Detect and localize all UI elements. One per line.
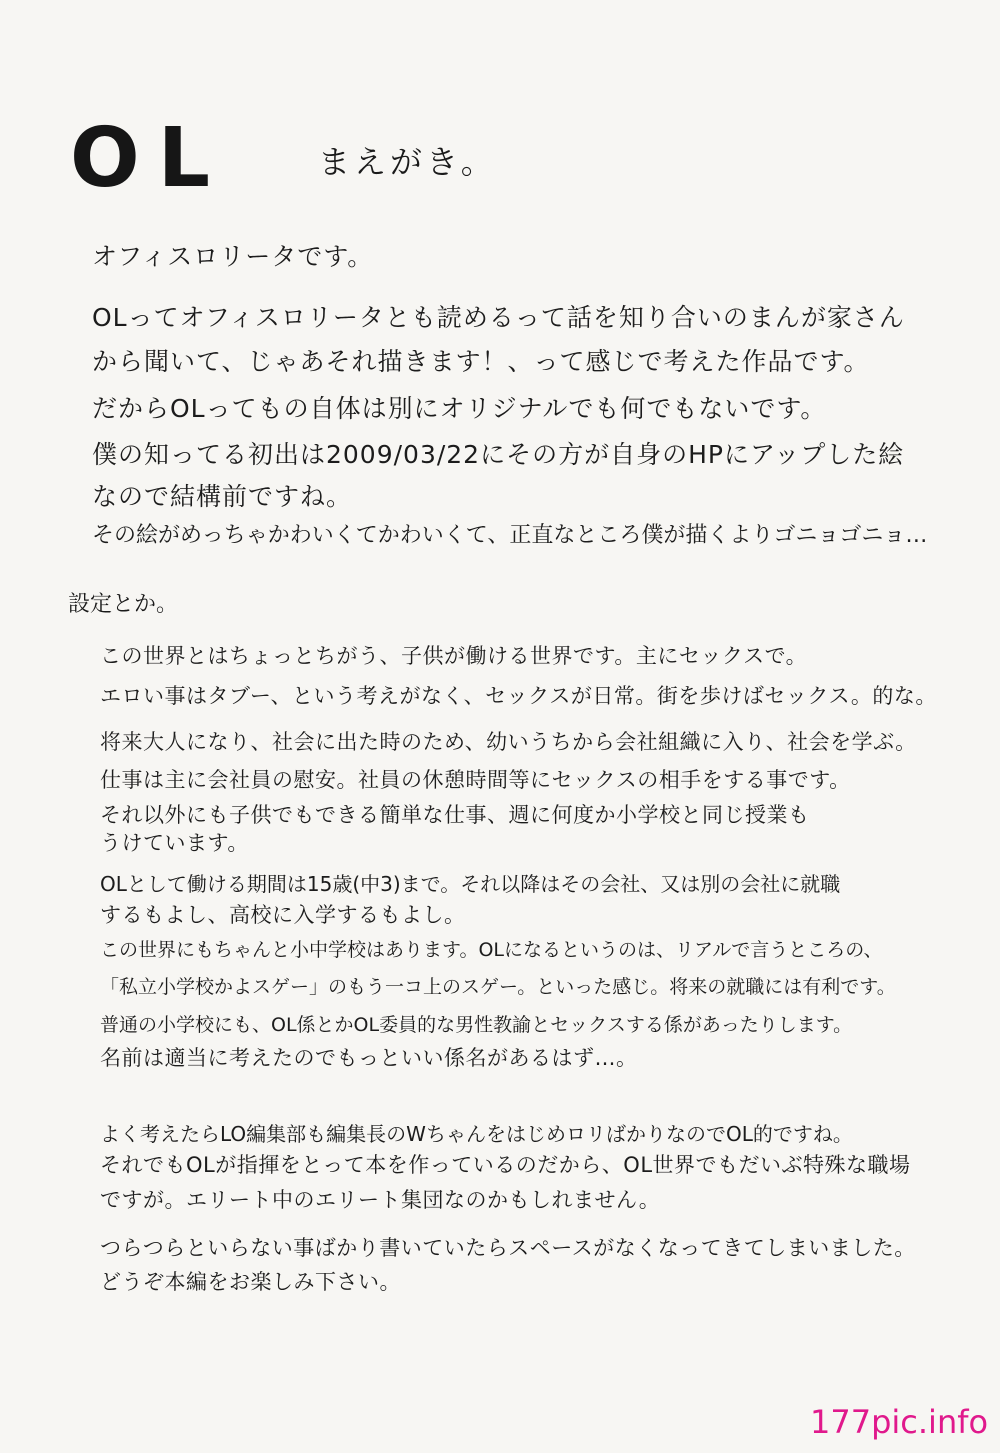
closing-line: それでもOLが指揮をとって本を作っているのだから、OL世界でもだいぶ特殊な職場: [100, 1153, 911, 1177]
setting-line: 仕事は主に会社員の慰安。社員の休憩時間等にセックスの相手をする事です。: [100, 768, 851, 792]
closing-line: ですが。エリート中のエリート集団なのかもしれません。: [100, 1188, 661, 1212]
closing-line: どうぞ本編をお楽しみ下さい。: [100, 1270, 401, 1294]
setting-line: エロい事はタブー、という考えがなく、セックスが日常。街を歩けばセックス。的な。: [100, 684, 937, 708]
setting-line: うけています。: [100, 831, 249, 855]
intro-line: オフィスロリータです。: [92, 242, 374, 271]
setting-line: 将来大人になり、社会に出た時のため、幼いうちから会社組織に入り、社会を学ぶ。: [100, 730, 917, 754]
setting-heading: 設定とか。: [68, 592, 179, 617]
site-watermark: 177pic.info: [810, 1403, 989, 1441]
intro-line: だからOLってもの自体は別にオリジナルでも何でもないです。: [92, 394, 827, 423]
intro-line: OLってオフィスロリータとも読めるって話を知り合いのまんが家さん: [92, 303, 905, 332]
closing-line: つらつらといらない事ばかり書いていたらスペースがなくなってきてしまいました。: [100, 1236, 916, 1260]
setting-line: OLとして働ける期間は15歳(中3)まで。それ以降はその会社、又は別の会社に就職: [100, 872, 841, 896]
intro-line: なので結構前ですね。: [92, 482, 353, 511]
intro-line: その絵がめっちゃかわいくてかわいくて、正直なところ僕が描くよりゴニョゴニョ…: [92, 523, 928, 548]
setting-line: それ以外にも子供でもできる簡単な仕事、週に何度か小学校と同じ授業も: [100, 803, 810, 827]
page-subtitle: まえがき。: [318, 143, 497, 181]
closing-line: よく考えたらLO編集部も編集長のWちゃんをはじめロリばかりなのでOL的ですね。: [100, 1122, 853, 1146]
setting-line: この世界とはちょっとちがう、子供が働ける世界です。主にセックスで。: [100, 644, 808, 668]
setting-line: 「私立小学校かよスゲー」のもう一コ上のスゲー。といった感じ。将来の就職には有利です。: [100, 976, 896, 998]
setting-line: 名前は適当に考えたのでもっといい係名があるはず…。: [100, 1046, 638, 1070]
intro-line: 僕の知ってる初出は2009/03/22にその方が自身のHPにアップした絵: [92, 440, 905, 469]
intro-line: から聞いて、じゃあそれ描きます！、って感じで考えた作品です。: [92, 347, 870, 376]
page-title: OL: [70, 111, 228, 206]
setting-line: 普通の小学校にも、OL係とかOL委員的な男性教諭とセックスする係があったりします。: [100, 1014, 853, 1036]
setting-line: するもよし、高校に入学するもよし。: [100, 903, 466, 927]
setting-line: この世界にもちゃんと小中学校はあります。OLになるというのは、リアルで言うところの、: [100, 939, 883, 961]
